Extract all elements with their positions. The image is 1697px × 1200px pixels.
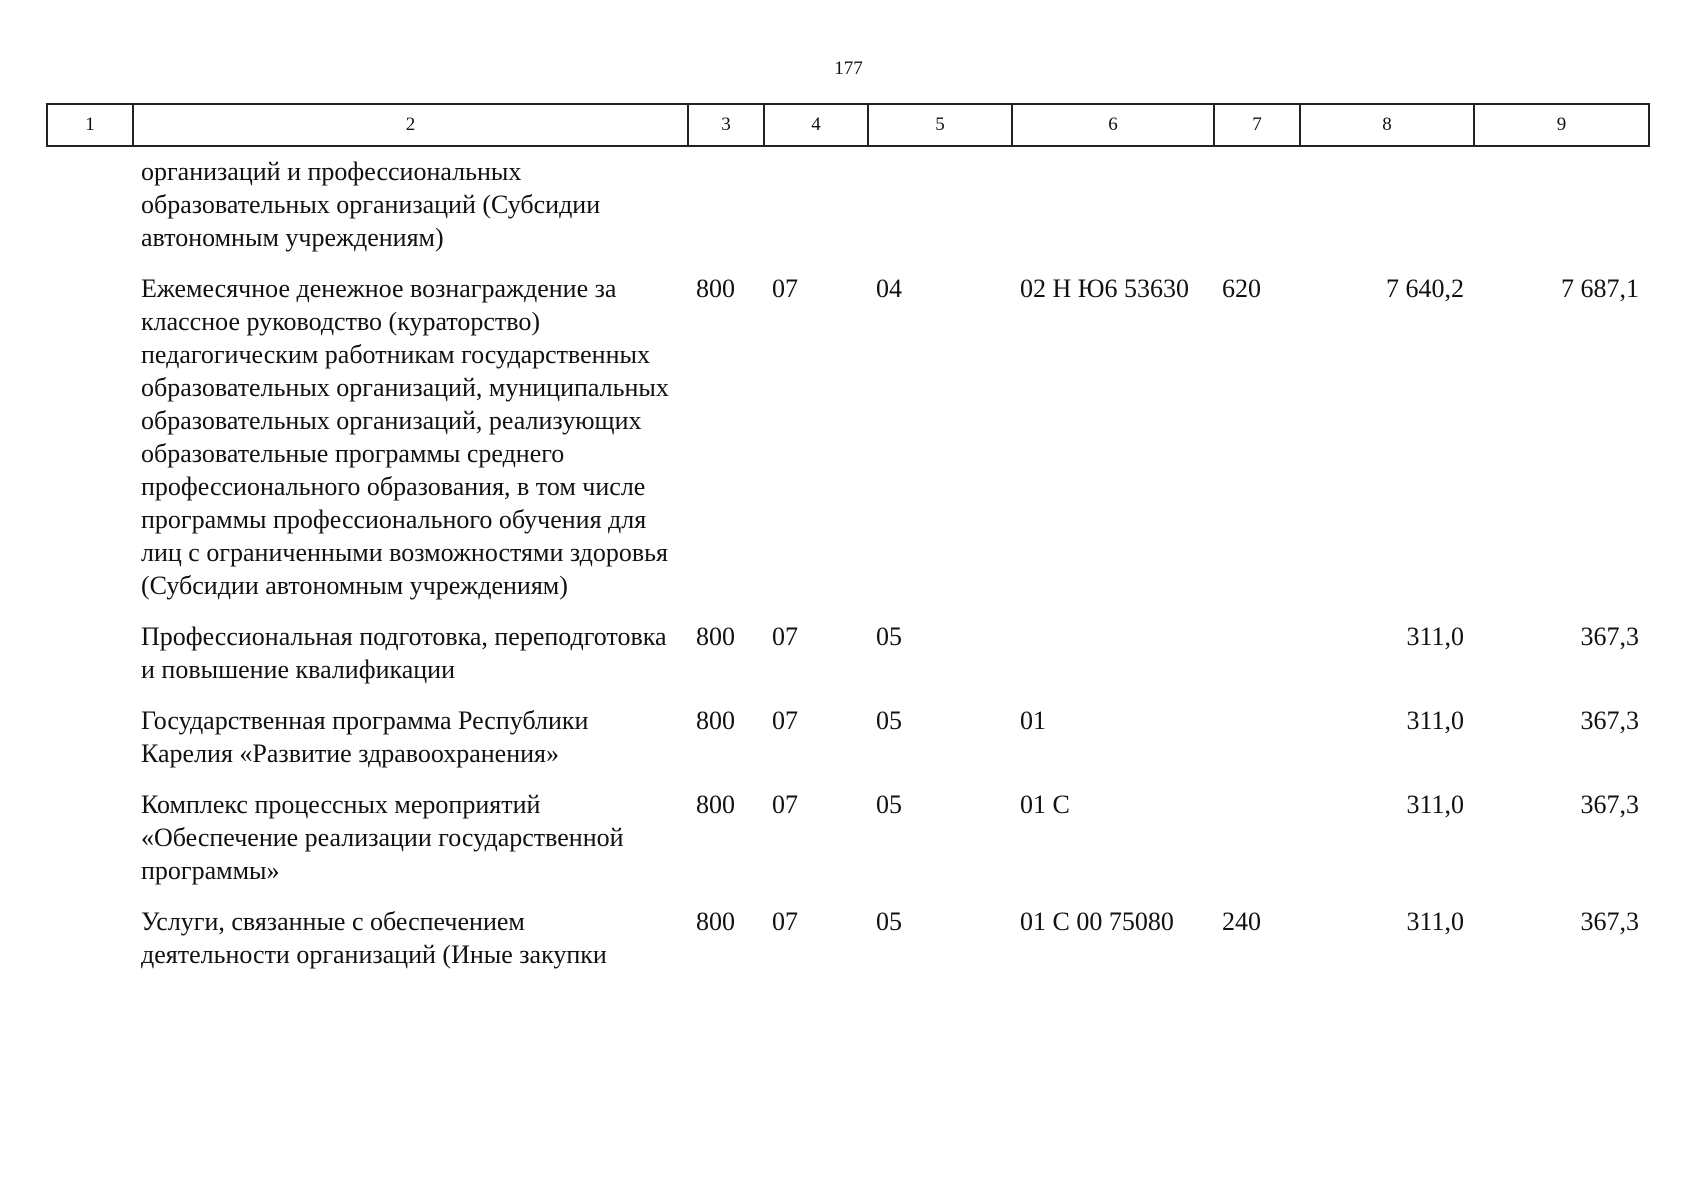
page-number: 177 [834,58,863,79]
expense-type-code [1213,788,1299,905]
target-code [1011,620,1213,704]
table-row [46,704,1648,788]
table-row [46,620,1648,704]
row-number-cell [46,272,132,620]
table-row [46,272,1648,620]
amount-column-8: 311,0 [1406,907,1464,936]
row-name: Профессиональная подготовка, переподготовка и повышение квалификации [141,622,667,684]
section-code: 07 [772,790,798,819]
target-code: 01 С [1020,790,1070,819]
table-row [46,155,1648,272]
table-row [46,905,1648,989]
header-cell: 3 [688,104,764,146]
row-name: организаций и профессиональных образовательных организаций (Субсидии автономным учреждениям) [141,157,601,252]
header-cell: 2 [133,104,688,146]
header-cell: 4 [764,104,868,146]
column-number-header [46,103,1650,147]
amount-column-8 [1299,155,1473,272]
ministry-code: 800 [696,907,735,936]
amount-column-9: 7 687,1 [1561,274,1639,303]
target-code: 01 [1020,706,1046,735]
row-name: Услуги, связанные с обеспечением деятельности организаций (Иные закупки [141,907,607,969]
header-cell: 1 [47,104,133,146]
expense-type-code [1213,620,1299,704]
target-code: 01 С 00 75080 [1020,907,1174,936]
ministry-code: 800 [696,790,735,819]
amount-column-9: 367,3 [1580,706,1639,735]
amount-column-8: 311,0 [1406,706,1464,735]
row-number-cell [46,905,132,989]
subsection-code [867,155,1011,272]
row-number-cell [46,704,132,788]
table-row [46,788,1648,905]
target-code: 02 Н Ю6 53630 [1020,274,1189,303]
target-code [1011,155,1213,272]
amount-column-9 [1473,155,1648,272]
row-name: Комплекс процессных мероприятий «Обеспечение реализации государственной программы» [141,790,624,885]
expense-type-code: 240 [1222,907,1261,936]
row-number-cell [46,620,132,704]
budget-table [46,155,1648,989]
section-code: 07 [772,274,798,303]
header-cell: 6 [1012,104,1214,146]
row-name: Ежемесячное денежное вознаграждение за классное руководство (кураторство) педагогическим работникам государственных образовательных организаций, муниципальных образовательных организаций, реализующих образовательные программы среднего профессионального образования, в том числе программы профессионального обучения для лиц с ограниченными возможностями здоровья (Субсидии автономным учреждениям) [141,274,669,600]
amount-column-9: 367,3 [1580,907,1639,936]
subsection-code: 05 [876,706,902,735]
header-row [47,104,1649,146]
header-cell: 5 [868,104,1012,146]
amount-column-8: 311,0 [1406,790,1464,819]
subsection-code: 05 [876,622,902,651]
row-number-cell [46,788,132,905]
ministry-code: 800 [696,622,735,651]
section-code: 07 [772,622,798,651]
amount-column-8: 7 640,2 [1386,274,1464,303]
ministry-code [687,155,763,272]
section-code: 07 [772,907,798,936]
subsection-code: 05 [876,907,902,936]
ministry-code: 800 [696,706,735,735]
expense-type-code: 620 [1222,274,1261,303]
header-cell: 8 [1300,104,1474,146]
amount-column-9: 367,3 [1580,790,1639,819]
ministry-code: 800 [696,274,735,303]
header-cell: 7 [1214,104,1300,146]
expense-type-code [1213,704,1299,788]
header-cell: 9 [1474,104,1649,146]
row-number-cell [46,155,132,272]
section-code: 07 [772,706,798,735]
expense-type-code [1213,155,1299,272]
amount-column-8: 311,0 [1406,622,1464,651]
row-name: Государственная программа Республики Карелия «Развитие здравоохранения» [141,706,589,768]
subsection-code: 05 [876,790,902,819]
subsection-code: 04 [876,274,902,303]
section-code [763,155,867,272]
amount-column-9: 367,3 [1580,622,1639,651]
